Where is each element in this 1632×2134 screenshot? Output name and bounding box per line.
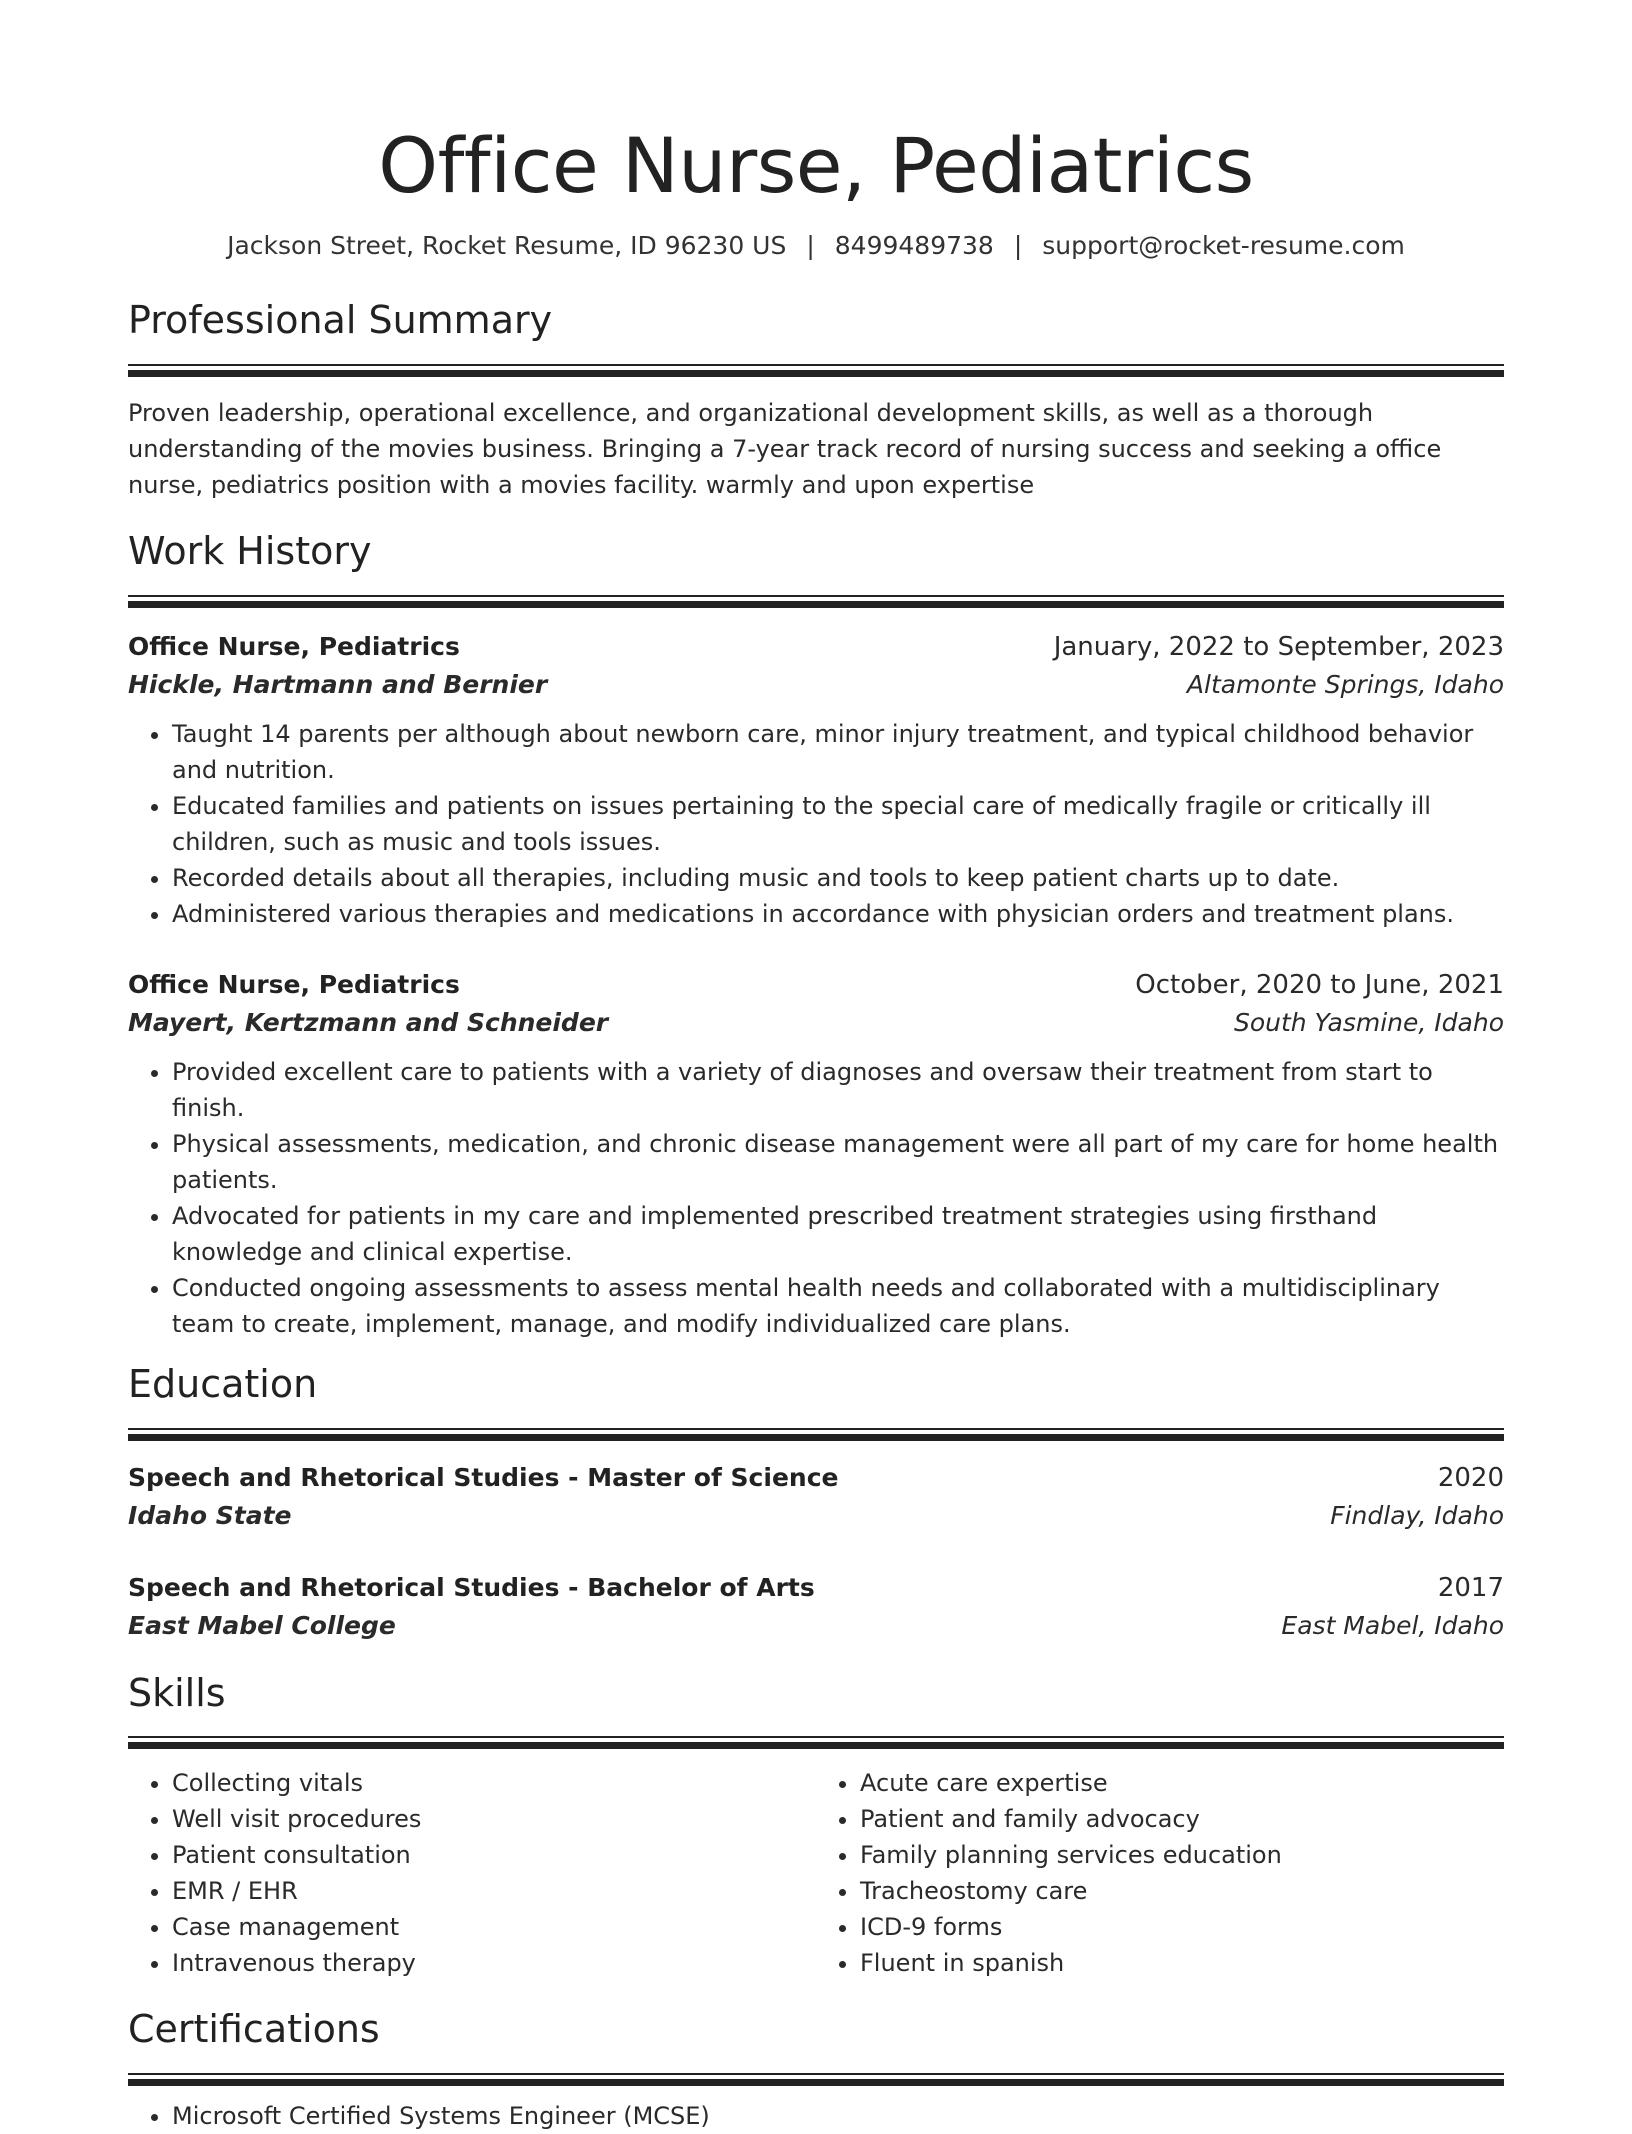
work-history-section [128,528,1504,1342]
section-divider [128,1736,1504,1749]
list-item: • Recorded details about all therapies, including music and tools to keep patient charts up to date. [172,860,1504,896]
section-title-work: Work History [128,528,372,573]
section-divider [128,595,1504,608]
skills-list-left [128,1765,816,1981]
contact-line [128,231,1504,260]
summary-section [128,300,1504,503]
list-item: • Provided excellent care to patients with a variety of diagnoses and oversaw their treatment from start to finish. [172,1054,1504,1126]
education-entry [128,1569,1504,1645]
list-item: • Acute care expertise [860,1765,1504,1801]
degree: Speech and Rhetorical Studies - Master of Science [128,1462,839,1492]
school-location: Findlay, Idaho [1330,1500,1504,1530]
section-title-skills: Skills [128,1670,226,1715]
certifications-section [128,2009,1504,2134]
resume-name: Office Nurse, Pediatrics [378,121,1254,210]
section-title-education: Education [128,1361,318,1406]
school-name: East Mabel College [128,1610,396,1640]
graduation-year: 2017 [1437,1572,1504,1603]
list-item: • Administered various therapies and medications in accordance with physician orders and treatment plans. [172,896,1504,932]
contact-address: Jackson Street, Rocket Resume, ID 96230 US [227,231,787,261]
job-bullets [128,1054,1504,1342]
job-title: Office Nurse, Pediatrics [128,631,460,661]
section-divider [128,364,1504,377]
job-location: South Yasmine, Idaho [1233,1007,1504,1037]
list-item: • Educated families and patients on issues pertaining to the special care of medically fragile or critically ill children, such as music and tools issues. [172,788,1504,860]
job-company: Mayert, Kertzmann and Schneider [128,1007,609,1037]
summary-text: Proven leadership, operational excellence, and organizational development skills, as well as a thorough understanding of the movies business. Bringing a 7-year track record of nursing success and seeking a office nurse, pediatrics position with a movies facility. warmly and upon expertise [128,398,1442,499]
list-item: • ICD-9 forms [860,1909,1504,1945]
contact-separator: | [1013,231,1023,261]
list-item: • Well visit procedures [172,1801,816,1837]
list-item: • Advocated for patients in my care and implemented prescribed treatment strategies using firsthand knowledge and clinical expertise. [172,1198,1504,1270]
section-divider [128,2073,1504,2086]
list-item: • Family planning services education [860,1837,1504,1873]
skills-section [128,1670,1504,1982]
section-divider [128,1428,1504,1441]
contact-separator: | [806,231,815,261]
graduation-year: 2020 [1437,1462,1504,1493]
list-item: • Fluent in spanish [860,1945,1504,1981]
job-bullets [128,716,1504,932]
job-dates: January, 2022 to September, 2023 [1053,631,1504,662]
list-item: • Taught 14 parents per although about newborn care, minor injury treatment, and typical childhood behavior and nutrition. [172,716,1504,788]
job-entry [128,628,1504,932]
section-title-certifications: Certifications [128,2007,380,2052]
school-location: East Mabel, Idaho [1281,1610,1504,1640]
section-title-summary: Professional Summary [128,298,553,343]
job-location: Altamonte Springs, Idaho [1186,669,1504,699]
list-item: • Tracheostomy care [860,1873,1504,1909]
education-section [128,1361,1504,1645]
skills-columns [128,1765,1504,1981]
job-dates: October, 2020 to June, 2021 [1135,969,1504,1000]
job-entry [128,966,1504,1342]
list-item: • Intravenous therapy [172,1945,816,1981]
list-item: • Collecting vitals [172,1765,816,1801]
list-item: • Patient consultation [172,1837,816,1873]
job-title: Office Nurse, Pediatrics [128,969,460,999]
certifications-list [128,2098,1504,2134]
job-company: Hickle, Hartmann and Bernier [128,669,548,699]
list-item: • Microsoft Certified Systems Engineer (MCSE) [172,2098,1504,2134]
education-entry [128,1459,1504,1535]
skills-list-right [816,1765,1504,1981]
school-name: Idaho State [128,1500,292,1530]
degree: Speech and Rhetorical Studies - Bachelor of Arts [128,1572,815,1602]
list-item: • Patient and family advocacy [860,1801,1504,1837]
list-item: • Physical assessments, medication, and chronic disease management were all part of my care for home health patients. [172,1126,1504,1198]
list-item: • EMR / EHR [172,1873,816,1909]
list-item: • Case management [172,1909,816,1945]
list-item: • Conducted ongoing assessments to assess mental health needs and collaborated with a multidisciplinary team to create, implement, manage, and modify individualized care plans. [172,1270,1504,1342]
contact-phone: 8499489738 [834,231,994,261]
contact-email: support@rocket-resume.com [1042,231,1405,261]
